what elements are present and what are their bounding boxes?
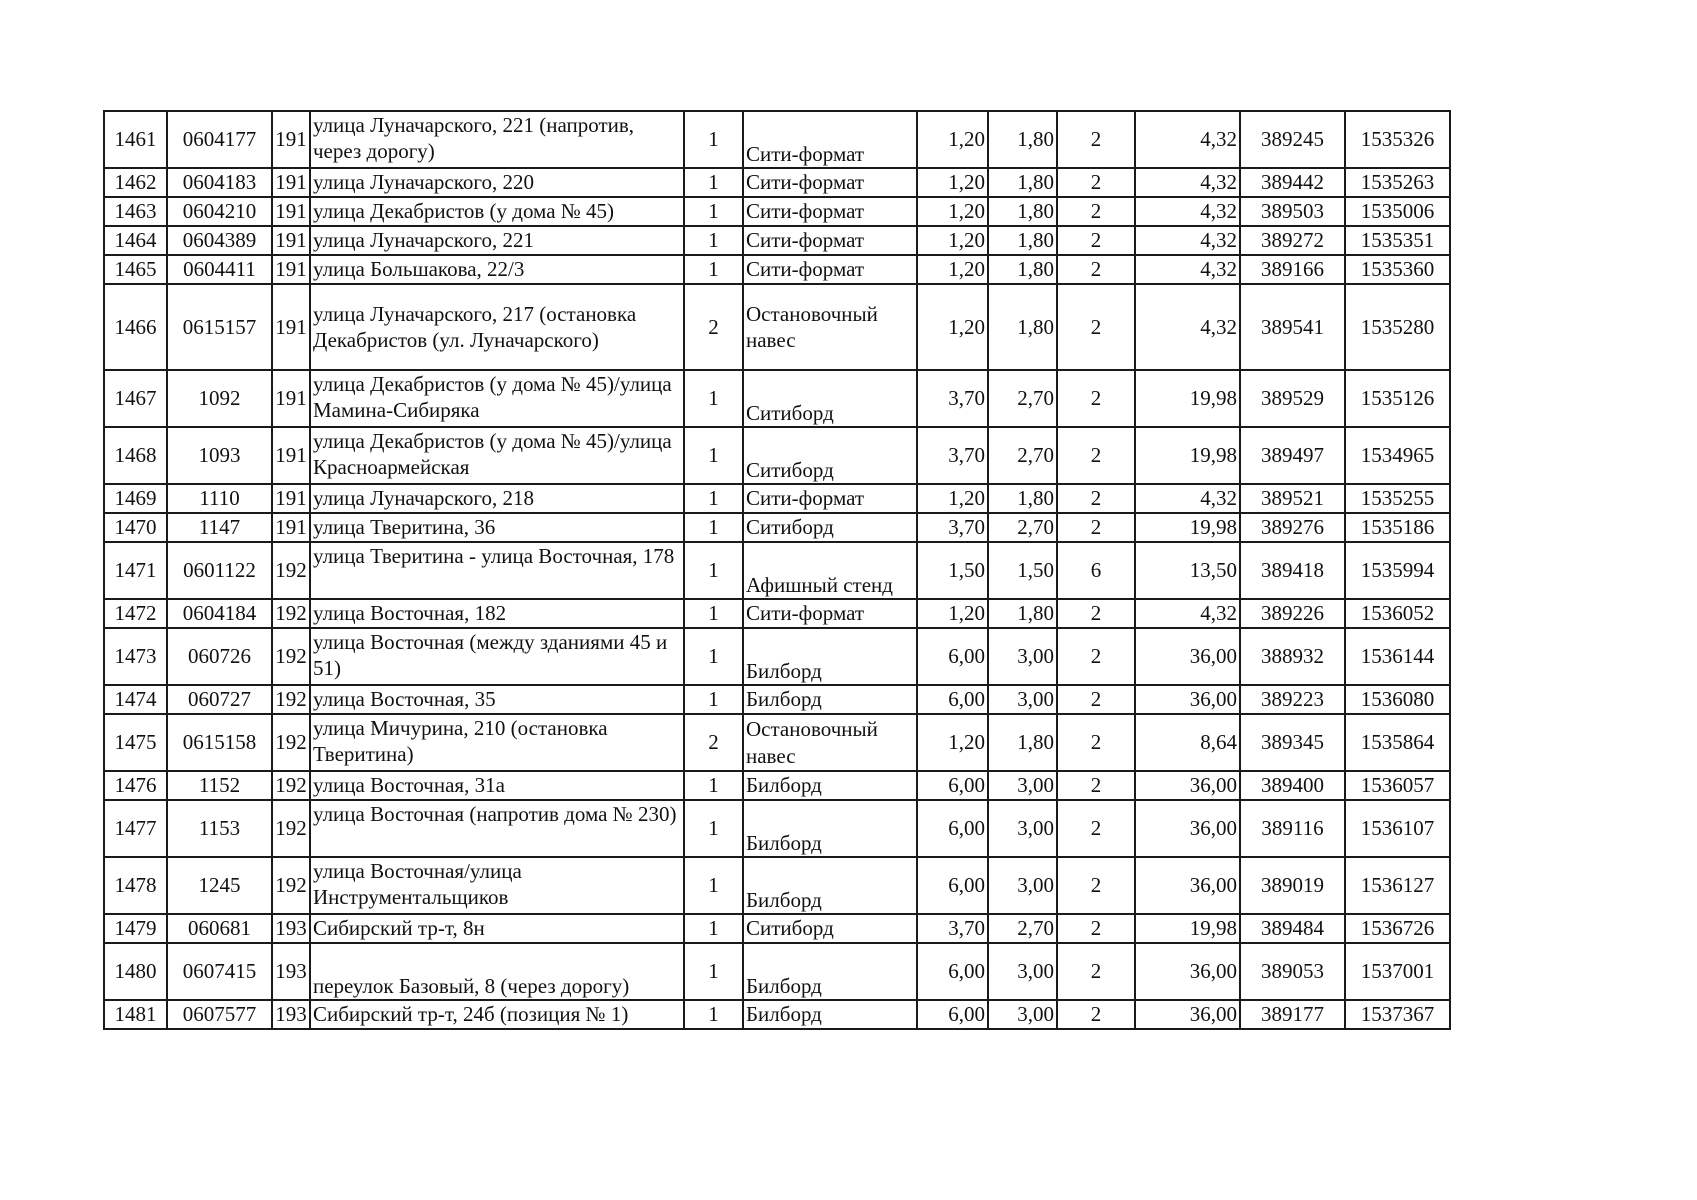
- cell-code: 0607415: [167, 943, 272, 1000]
- cell-count: 2: [1057, 168, 1135, 197]
- cell-area: 19,98: [1135, 513, 1240, 542]
- cell-type: Сити-формат: [743, 255, 917, 284]
- cell-type: Сити-формат: [743, 484, 917, 513]
- cell-zone: 193: [272, 914, 310, 943]
- table-row: [104, 1000, 1450, 1029]
- cell-zone: 192: [272, 542, 310, 599]
- cell-number: 1465: [104, 255, 167, 284]
- cell-number: 1464: [104, 226, 167, 255]
- cell-type: Сити-формат: [743, 168, 917, 197]
- cell-count: 2: [1057, 255, 1135, 284]
- table-row: [104, 427, 1450, 484]
- cell-y-coordinate: 1536127: [1345, 857, 1450, 914]
- cell-area: 36,00: [1135, 628, 1240, 685]
- advertising-structures-table: [103, 110, 1451, 1030]
- cell-x-coordinate: 389418: [1240, 542, 1345, 599]
- cell-zone: 191: [272, 226, 310, 255]
- cell-number: 1475: [104, 714, 167, 771]
- cell-type: Билборд: [743, 628, 917, 685]
- cell-number: 1477: [104, 800, 167, 857]
- table-row: [104, 943, 1450, 1000]
- table-row: [104, 771, 1450, 800]
- cell-sides: 1: [684, 1000, 743, 1029]
- cell-x-coordinate: 389400: [1240, 771, 1345, 800]
- cell-y-coordinate: 1535255: [1345, 484, 1450, 513]
- table-row: [104, 599, 1450, 628]
- cell-width: 3,70: [917, 427, 988, 484]
- cell-y-coordinate: 1535360: [1345, 255, 1450, 284]
- table-row: [104, 370, 1450, 427]
- cell-number: 1478: [104, 857, 167, 914]
- table-row: [104, 628, 1450, 685]
- cell-x-coordinate: 389541: [1240, 284, 1345, 370]
- cell-address: улица Восточная, 35: [310, 685, 684, 714]
- cell-code: 060681: [167, 914, 272, 943]
- cell-number: 1461: [104, 111, 167, 168]
- cell-address: улица Тверитина - улица Восточная, 178: [310, 542, 684, 599]
- cell-type: Сити-формат: [743, 226, 917, 255]
- cell-code: 0604183: [167, 168, 272, 197]
- cell-x-coordinate: 389116: [1240, 800, 1345, 857]
- cell-x-coordinate: 389442: [1240, 168, 1345, 197]
- cell-sides: 1: [684, 542, 743, 599]
- cell-type: Ситиборд: [743, 427, 917, 484]
- cell-count: 2: [1057, 484, 1135, 513]
- cell-type: Ситиборд: [743, 914, 917, 943]
- cell-type: Сити-формат: [743, 599, 917, 628]
- cell-count: 2: [1057, 111, 1135, 168]
- cell-sides: 1: [684, 427, 743, 484]
- cell-count: 2: [1057, 599, 1135, 628]
- cell-x-coordinate: 389521: [1240, 484, 1345, 513]
- cell-zone: 191: [272, 484, 310, 513]
- cell-address: улица Луначарского, 220: [310, 168, 684, 197]
- cell-area: 36,00: [1135, 800, 1240, 857]
- cell-code: 0615157: [167, 284, 272, 370]
- cell-sides: 1: [684, 628, 743, 685]
- cell-y-coordinate: 1536107: [1345, 800, 1450, 857]
- cell-number: 1476: [104, 771, 167, 800]
- cell-code: 1092: [167, 370, 272, 427]
- cell-count: 2: [1057, 226, 1135, 255]
- cell-zone: 192: [272, 628, 310, 685]
- cell-address: Сибирский тр-т, 8н: [310, 914, 684, 943]
- cell-number: 1479: [104, 914, 167, 943]
- cell-width: 1,20: [917, 484, 988, 513]
- cell-number: 1466: [104, 284, 167, 370]
- cell-height: 1,80: [988, 255, 1057, 284]
- cell-height: 3,00: [988, 800, 1057, 857]
- cell-x-coordinate: 389166: [1240, 255, 1345, 284]
- cell-height: 1,80: [988, 226, 1057, 255]
- cell-address: улица Восточная (между зданиями 45 и 51): [310, 628, 684, 685]
- cell-code: 1093: [167, 427, 272, 484]
- cell-x-coordinate: 389484: [1240, 914, 1345, 943]
- table-row: [104, 542, 1450, 599]
- cell-width: 6,00: [917, 628, 988, 685]
- cell-number: 1471: [104, 542, 167, 599]
- cell-width: 6,00: [917, 771, 988, 800]
- cell-y-coordinate: 1535280: [1345, 284, 1450, 370]
- cell-area: 36,00: [1135, 943, 1240, 1000]
- cell-x-coordinate: 389223: [1240, 685, 1345, 714]
- cell-y-coordinate: 1535864: [1345, 714, 1450, 771]
- cell-area: 4,32: [1135, 484, 1240, 513]
- cell-width: 3,70: [917, 370, 988, 427]
- cell-type: Остановочный навес: [743, 284, 917, 370]
- cell-sides: 1: [684, 111, 743, 168]
- cell-number: 1468: [104, 427, 167, 484]
- cell-zone: 191: [272, 255, 310, 284]
- cell-code: 1152: [167, 771, 272, 800]
- cell-x-coordinate: 389276: [1240, 513, 1345, 542]
- cell-height: 1,80: [988, 599, 1057, 628]
- cell-code: 0604411: [167, 255, 272, 284]
- cell-x-coordinate: 389345: [1240, 714, 1345, 771]
- cell-area: 36,00: [1135, 857, 1240, 914]
- cell-sides: 1: [684, 599, 743, 628]
- cell-area: 4,32: [1135, 197, 1240, 226]
- cell-count: 2: [1057, 771, 1135, 800]
- cell-address: улица Восточная/улица Инструментальщиков: [310, 857, 684, 914]
- cell-number: 1470: [104, 513, 167, 542]
- cell-zone: 191: [272, 370, 310, 427]
- cell-sides: 1: [684, 484, 743, 513]
- cell-sides: 1: [684, 914, 743, 943]
- cell-count: 2: [1057, 685, 1135, 714]
- cell-height: 1,50: [988, 542, 1057, 599]
- cell-code: 0604184: [167, 599, 272, 628]
- cell-y-coordinate: 1535186: [1345, 513, 1450, 542]
- cell-width: 1,20: [917, 226, 988, 255]
- cell-address: улица Луначарского, 221 (напротив, через дорогу): [310, 111, 684, 168]
- cell-number: 1481: [104, 1000, 167, 1029]
- cell-address: улица Восточная, 182: [310, 599, 684, 628]
- cell-number: 1472: [104, 599, 167, 628]
- cell-width: 1,20: [917, 599, 988, 628]
- cell-y-coordinate: 1535126: [1345, 370, 1450, 427]
- table-row: [104, 111, 1450, 168]
- table-row: [104, 197, 1450, 226]
- cell-x-coordinate: 389053: [1240, 943, 1345, 1000]
- cell-height: 3,00: [988, 857, 1057, 914]
- cell-type: Сити-формат: [743, 197, 917, 226]
- cell-type: Билборд: [743, 771, 917, 800]
- cell-y-coordinate: 1536144: [1345, 628, 1450, 685]
- cell-height: 1,80: [988, 111, 1057, 168]
- cell-number: 1480: [104, 943, 167, 1000]
- cell-area: 36,00: [1135, 1000, 1240, 1029]
- cell-width: 6,00: [917, 857, 988, 914]
- cell-zone: 191: [272, 513, 310, 542]
- table-row: [104, 685, 1450, 714]
- cell-address: улица Восточная (напротив дома № 230): [310, 800, 684, 857]
- cell-type: Ситиборд: [743, 370, 917, 427]
- cell-code: 0607577: [167, 1000, 272, 1029]
- cell-sides: 1: [684, 255, 743, 284]
- cell-width: 1,20: [917, 714, 988, 771]
- cell-address: улица Луначарского, 218: [310, 484, 684, 513]
- cell-count: 2: [1057, 427, 1135, 484]
- cell-code: 0604210: [167, 197, 272, 226]
- table-row: [104, 484, 1450, 513]
- cell-type: Остановочный навес: [743, 714, 917, 771]
- cell-count: 2: [1057, 628, 1135, 685]
- cell-type: Билборд: [743, 800, 917, 857]
- cell-address: улица Луначарского, 221: [310, 226, 684, 255]
- cell-type: Билборд: [743, 685, 917, 714]
- cell-width: 1,20: [917, 255, 988, 284]
- cell-sides: 1: [684, 685, 743, 714]
- cell-number: 1474: [104, 685, 167, 714]
- cell-height: 1,80: [988, 197, 1057, 226]
- cell-sides: 1: [684, 513, 743, 542]
- cell-address: улица Тверитина, 36: [310, 513, 684, 542]
- cell-count: 2: [1057, 800, 1135, 857]
- cell-y-coordinate: 1535994: [1345, 542, 1450, 599]
- cell-type: Билборд: [743, 857, 917, 914]
- cell-width: 6,00: [917, 1000, 988, 1029]
- cell-y-coordinate: 1535006: [1345, 197, 1450, 226]
- cell-x-coordinate: 389497: [1240, 427, 1345, 484]
- cell-type: Билборд: [743, 943, 917, 1000]
- cell-y-coordinate: 1536057: [1345, 771, 1450, 800]
- cell-code: 1147: [167, 513, 272, 542]
- cell-count: 2: [1057, 513, 1135, 542]
- cell-type: Билборд: [743, 1000, 917, 1029]
- cell-sides: 1: [684, 771, 743, 800]
- cell-code: 0615158: [167, 714, 272, 771]
- cell-height: 1,80: [988, 484, 1057, 513]
- cell-area: 4,32: [1135, 255, 1240, 284]
- cell-number: 1462: [104, 168, 167, 197]
- cell-height: 1,80: [988, 168, 1057, 197]
- cell-code: 1153: [167, 800, 272, 857]
- table-row: [104, 168, 1450, 197]
- cell-count: 2: [1057, 714, 1135, 771]
- cell-x-coordinate: 388932: [1240, 628, 1345, 685]
- cell-zone: 193: [272, 1000, 310, 1029]
- table-row: [104, 255, 1450, 284]
- cell-area: 4,32: [1135, 226, 1240, 255]
- cell-area: 19,98: [1135, 914, 1240, 943]
- cell-width: 1,20: [917, 168, 988, 197]
- cell-x-coordinate: 389272: [1240, 226, 1345, 255]
- cell-x-coordinate: 389503: [1240, 197, 1345, 226]
- cell-y-coordinate: 1535326: [1345, 111, 1450, 168]
- cell-address: улица Декабристов (у дома № 45)/улица Мамина-Сибиряка: [310, 370, 684, 427]
- cell-y-coordinate: 1537367: [1345, 1000, 1450, 1029]
- cell-x-coordinate: 389177: [1240, 1000, 1345, 1029]
- cell-count: 2: [1057, 857, 1135, 914]
- cell-address: улица Мичурина, 210 (остановка Тверитина): [310, 714, 684, 771]
- cell-count: 2: [1057, 914, 1135, 943]
- cell-zone: 192: [272, 714, 310, 771]
- cell-height: 3,00: [988, 685, 1057, 714]
- cell-zone: 192: [272, 685, 310, 714]
- cell-type: Афишный стенд: [743, 542, 917, 599]
- cell-height: 1,80: [988, 714, 1057, 771]
- cell-height: 2,70: [988, 513, 1057, 542]
- cell-sides: 1: [684, 857, 743, 914]
- cell-height: 2,70: [988, 914, 1057, 943]
- cell-y-coordinate: 1536726: [1345, 914, 1450, 943]
- cell-area: 8,64: [1135, 714, 1240, 771]
- table-row: [104, 513, 1450, 542]
- table-row: [104, 714, 1450, 771]
- cell-count: 2: [1057, 943, 1135, 1000]
- cell-sides: 2: [684, 714, 743, 771]
- cell-count: 6: [1057, 542, 1135, 599]
- cell-code: 0601122: [167, 542, 272, 599]
- cell-width: 1,20: [917, 284, 988, 370]
- cell-number: 1473: [104, 628, 167, 685]
- table-row: [104, 284, 1450, 370]
- cell-zone: 193: [272, 943, 310, 1000]
- cell-sides: 1: [684, 370, 743, 427]
- cell-sides: 1: [684, 197, 743, 226]
- cell-address: улица Декабристов (у дома № 45)/улица Красноармейская: [310, 427, 684, 484]
- cell-width: 3,70: [917, 513, 988, 542]
- cell-height: 3,00: [988, 771, 1057, 800]
- cell-zone: 191: [272, 111, 310, 168]
- cell-address: Сибирский тр-т, 24б (позиция № 1): [310, 1000, 684, 1029]
- table-body: [104, 111, 1450, 1029]
- cell-count: 2: [1057, 284, 1135, 370]
- cell-sides: 1: [684, 168, 743, 197]
- cell-x-coordinate: 389529: [1240, 370, 1345, 427]
- cell-width: 6,00: [917, 800, 988, 857]
- cell-area: 4,32: [1135, 111, 1240, 168]
- cell-x-coordinate: 389226: [1240, 599, 1345, 628]
- cell-area: 4,32: [1135, 168, 1240, 197]
- cell-zone: 191: [272, 197, 310, 226]
- table-row: [104, 800, 1450, 857]
- cell-address: улица Декабристов (у дома № 45): [310, 197, 684, 226]
- cell-address: улица Восточная, 31а: [310, 771, 684, 800]
- table-row: [104, 226, 1450, 255]
- cell-zone: 192: [272, 599, 310, 628]
- cell-area: 36,00: [1135, 685, 1240, 714]
- cell-address: улица Большакова, 22/3: [310, 255, 684, 284]
- cell-number: 1467: [104, 370, 167, 427]
- cell-y-coordinate: 1536080: [1345, 685, 1450, 714]
- cell-count: 2: [1057, 1000, 1135, 1029]
- cell-code: 1110: [167, 484, 272, 513]
- cell-code: 0604389: [167, 226, 272, 255]
- cell-zone: 191: [272, 168, 310, 197]
- cell-height: 3,00: [988, 628, 1057, 685]
- cell-area: 36,00: [1135, 771, 1240, 800]
- cell-number: 1469: [104, 484, 167, 513]
- cell-height: 1,80: [988, 284, 1057, 370]
- cell-y-coordinate: 1535351: [1345, 226, 1450, 255]
- cell-area: 4,32: [1135, 599, 1240, 628]
- cell-height: 2,70: [988, 370, 1057, 427]
- table-row: [104, 914, 1450, 943]
- cell-y-coordinate: 1534965: [1345, 427, 1450, 484]
- cell-count: 2: [1057, 197, 1135, 226]
- cell-width: 1,20: [917, 111, 988, 168]
- cell-sides: 1: [684, 943, 743, 1000]
- cell-zone: 192: [272, 800, 310, 857]
- cell-zone: 192: [272, 857, 310, 914]
- cell-zone: 192: [272, 771, 310, 800]
- cell-width: 1,50: [917, 542, 988, 599]
- cell-area: 19,98: [1135, 370, 1240, 427]
- cell-x-coordinate: 389019: [1240, 857, 1345, 914]
- cell-code: 0604177: [167, 111, 272, 168]
- cell-count: 2: [1057, 370, 1135, 427]
- cell-area: 4,32: [1135, 284, 1240, 370]
- cell-code: 060726: [167, 628, 272, 685]
- cell-zone: 191: [272, 427, 310, 484]
- cell-height: 3,00: [988, 1000, 1057, 1029]
- cell-y-coordinate: 1536052: [1345, 599, 1450, 628]
- cell-type: Сити-формат: [743, 111, 917, 168]
- cell-y-coordinate: 1537001: [1345, 943, 1450, 1000]
- cell-sides: 1: [684, 226, 743, 255]
- cell-width: 6,00: [917, 943, 988, 1000]
- cell-zone: 191: [272, 284, 310, 370]
- cell-width: 3,70: [917, 914, 988, 943]
- cell-type: Ситиборд: [743, 513, 917, 542]
- cell-y-coordinate: 1535263: [1345, 168, 1450, 197]
- cell-sides: 2: [684, 284, 743, 370]
- cell-height: 2,70: [988, 427, 1057, 484]
- cell-area: 19,98: [1135, 427, 1240, 484]
- cell-code: 1245: [167, 857, 272, 914]
- cell-x-coordinate: 389245: [1240, 111, 1345, 168]
- cell-sides: 1: [684, 800, 743, 857]
- cell-area: 13,50: [1135, 542, 1240, 599]
- table-row: [104, 857, 1450, 914]
- cell-address: переулок Базовый, 8 (через дорогу): [310, 943, 684, 1000]
- cell-height: 3,00: [988, 943, 1057, 1000]
- cell-number: 1463: [104, 197, 167, 226]
- cell-address: улица Луначарского, 217 (остановка Декабристов (ул. Луначарского): [310, 284, 684, 370]
- cell-width: 1,20: [917, 197, 988, 226]
- cell-width: 6,00: [917, 685, 988, 714]
- cell-code: 060727: [167, 685, 272, 714]
